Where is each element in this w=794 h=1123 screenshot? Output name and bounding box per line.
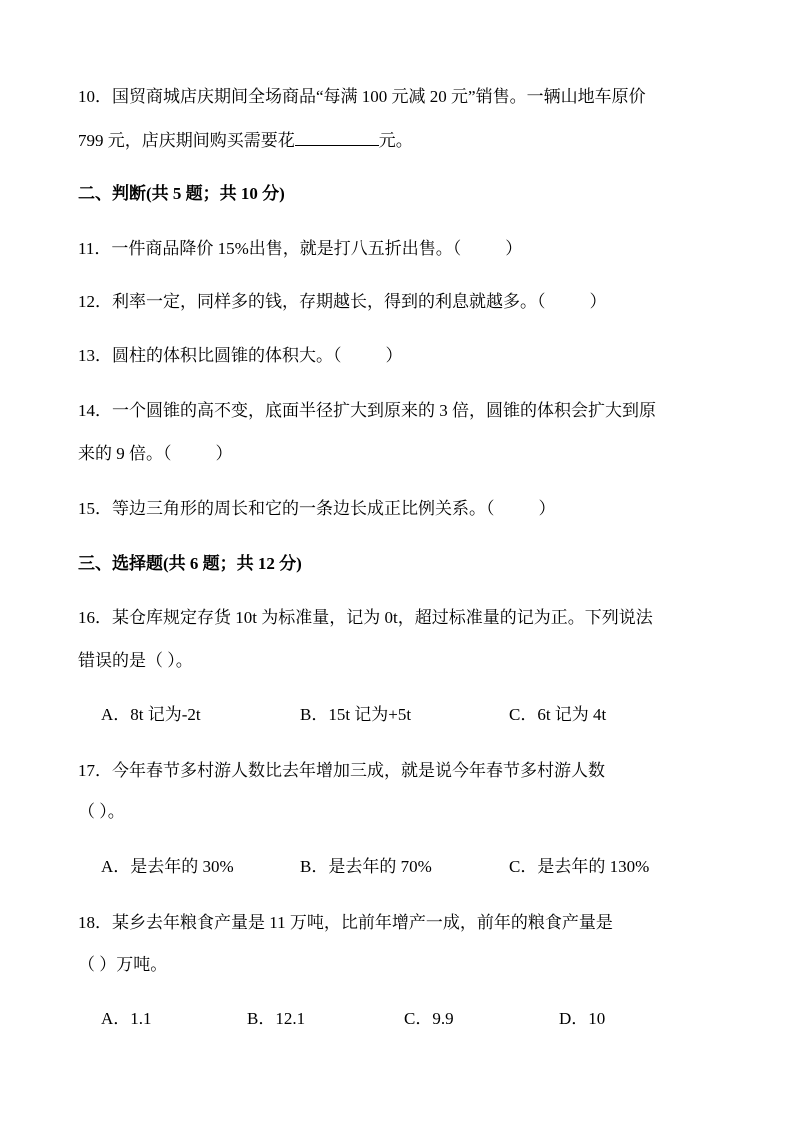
question-14-line-1: 14．一个圆锥的高不变，底面半径扩大到原来的 3 倍，圆锥的体积会扩大到原 bbox=[78, 401, 656, 420]
question-10-line-2 bbox=[78, 130, 413, 152]
paren-close: ） bbox=[538, 499, 556, 518]
option-c[interactable]: C．6t 记为 4t bbox=[509, 705, 607, 724]
answer-blank[interactable] bbox=[295, 131, 379, 146]
question-10-line-1: 10．国贸商城店庆期间全场商品“每满 100 元减 20 元”销售。一辆山地车原价 bbox=[78, 87, 646, 106]
option-c[interactable]: C．9.9 bbox=[404, 1009, 454, 1028]
option-d[interactable]: D．10 bbox=[559, 1009, 606, 1028]
paren-close: ） bbox=[505, 239, 523, 258]
question-14-text: 来的 9 倍。（ bbox=[78, 444, 172, 463]
question-15 bbox=[78, 498, 556, 520]
question-13-text: 13．圆柱的体积比圆锥的体积大。（ bbox=[78, 346, 342, 365]
question-16-line-2: 错误的是（ ）。 bbox=[78, 651, 193, 670]
option-b[interactable]: B．12.1 bbox=[247, 1009, 306, 1028]
option-c[interactable]: C．是去年的 130% bbox=[509, 857, 650, 876]
paren-close: ） bbox=[215, 444, 233, 463]
question-17-line-1: 17．今年春节多村游人数比去年增加三成，就是说今年春节多村游人数 bbox=[78, 761, 605, 780]
section-2-title: 二、判断(共 5 题；共 10 分) bbox=[78, 184, 285, 203]
option-a[interactable]: A．8t 记为-2t bbox=[101, 705, 201, 724]
question-12 bbox=[78, 291, 607, 313]
question-12-text: 12．利率一定，同样多的钱，存期越长，得到的利息就越多。（ bbox=[78, 292, 546, 311]
question-10-text: 799 元，店庆期间购买需要花 bbox=[78, 131, 295, 150]
question-18-line-1: 18．某乡去年粮食产量是 11 万吨，比前年增产一成，前年的粮食产量是 bbox=[78, 913, 613, 932]
question-11-text: 11．一件商品降价 15%出售，就是打八五折出售。（ bbox=[78, 239, 462, 258]
section-3-title: 三、选择题(共 6 题；共 12 分) bbox=[78, 554, 302, 573]
option-a[interactable]: A．是去年的 30% bbox=[101, 857, 234, 876]
question-13 bbox=[78, 345, 403, 367]
option-b[interactable]: B．是去年的 70% bbox=[300, 857, 432, 876]
question-14-line-2 bbox=[78, 443, 233, 465]
question-11 bbox=[78, 238, 522, 260]
question-15-text: 15．等边三角形的周长和它的一条边长成正比例关系。（ bbox=[78, 499, 495, 518]
question-16-line-1: 16．某仓库规定存货 10t 为标准量，记为 0t，超过标准量的记为正。下列说法 bbox=[78, 608, 653, 627]
paren-close: ） bbox=[589, 292, 607, 311]
question-10-unit: 元。 bbox=[378, 131, 413, 150]
paren-close: ） bbox=[385, 346, 403, 365]
option-a[interactable]: A．1.1 bbox=[101, 1009, 152, 1028]
question-17-line-2: （ ）。 bbox=[78, 802, 125, 821]
question-18-line-2: （ ）万吨。 bbox=[78, 955, 168, 974]
option-b[interactable]: B．15t 记为+5t bbox=[300, 705, 412, 724]
